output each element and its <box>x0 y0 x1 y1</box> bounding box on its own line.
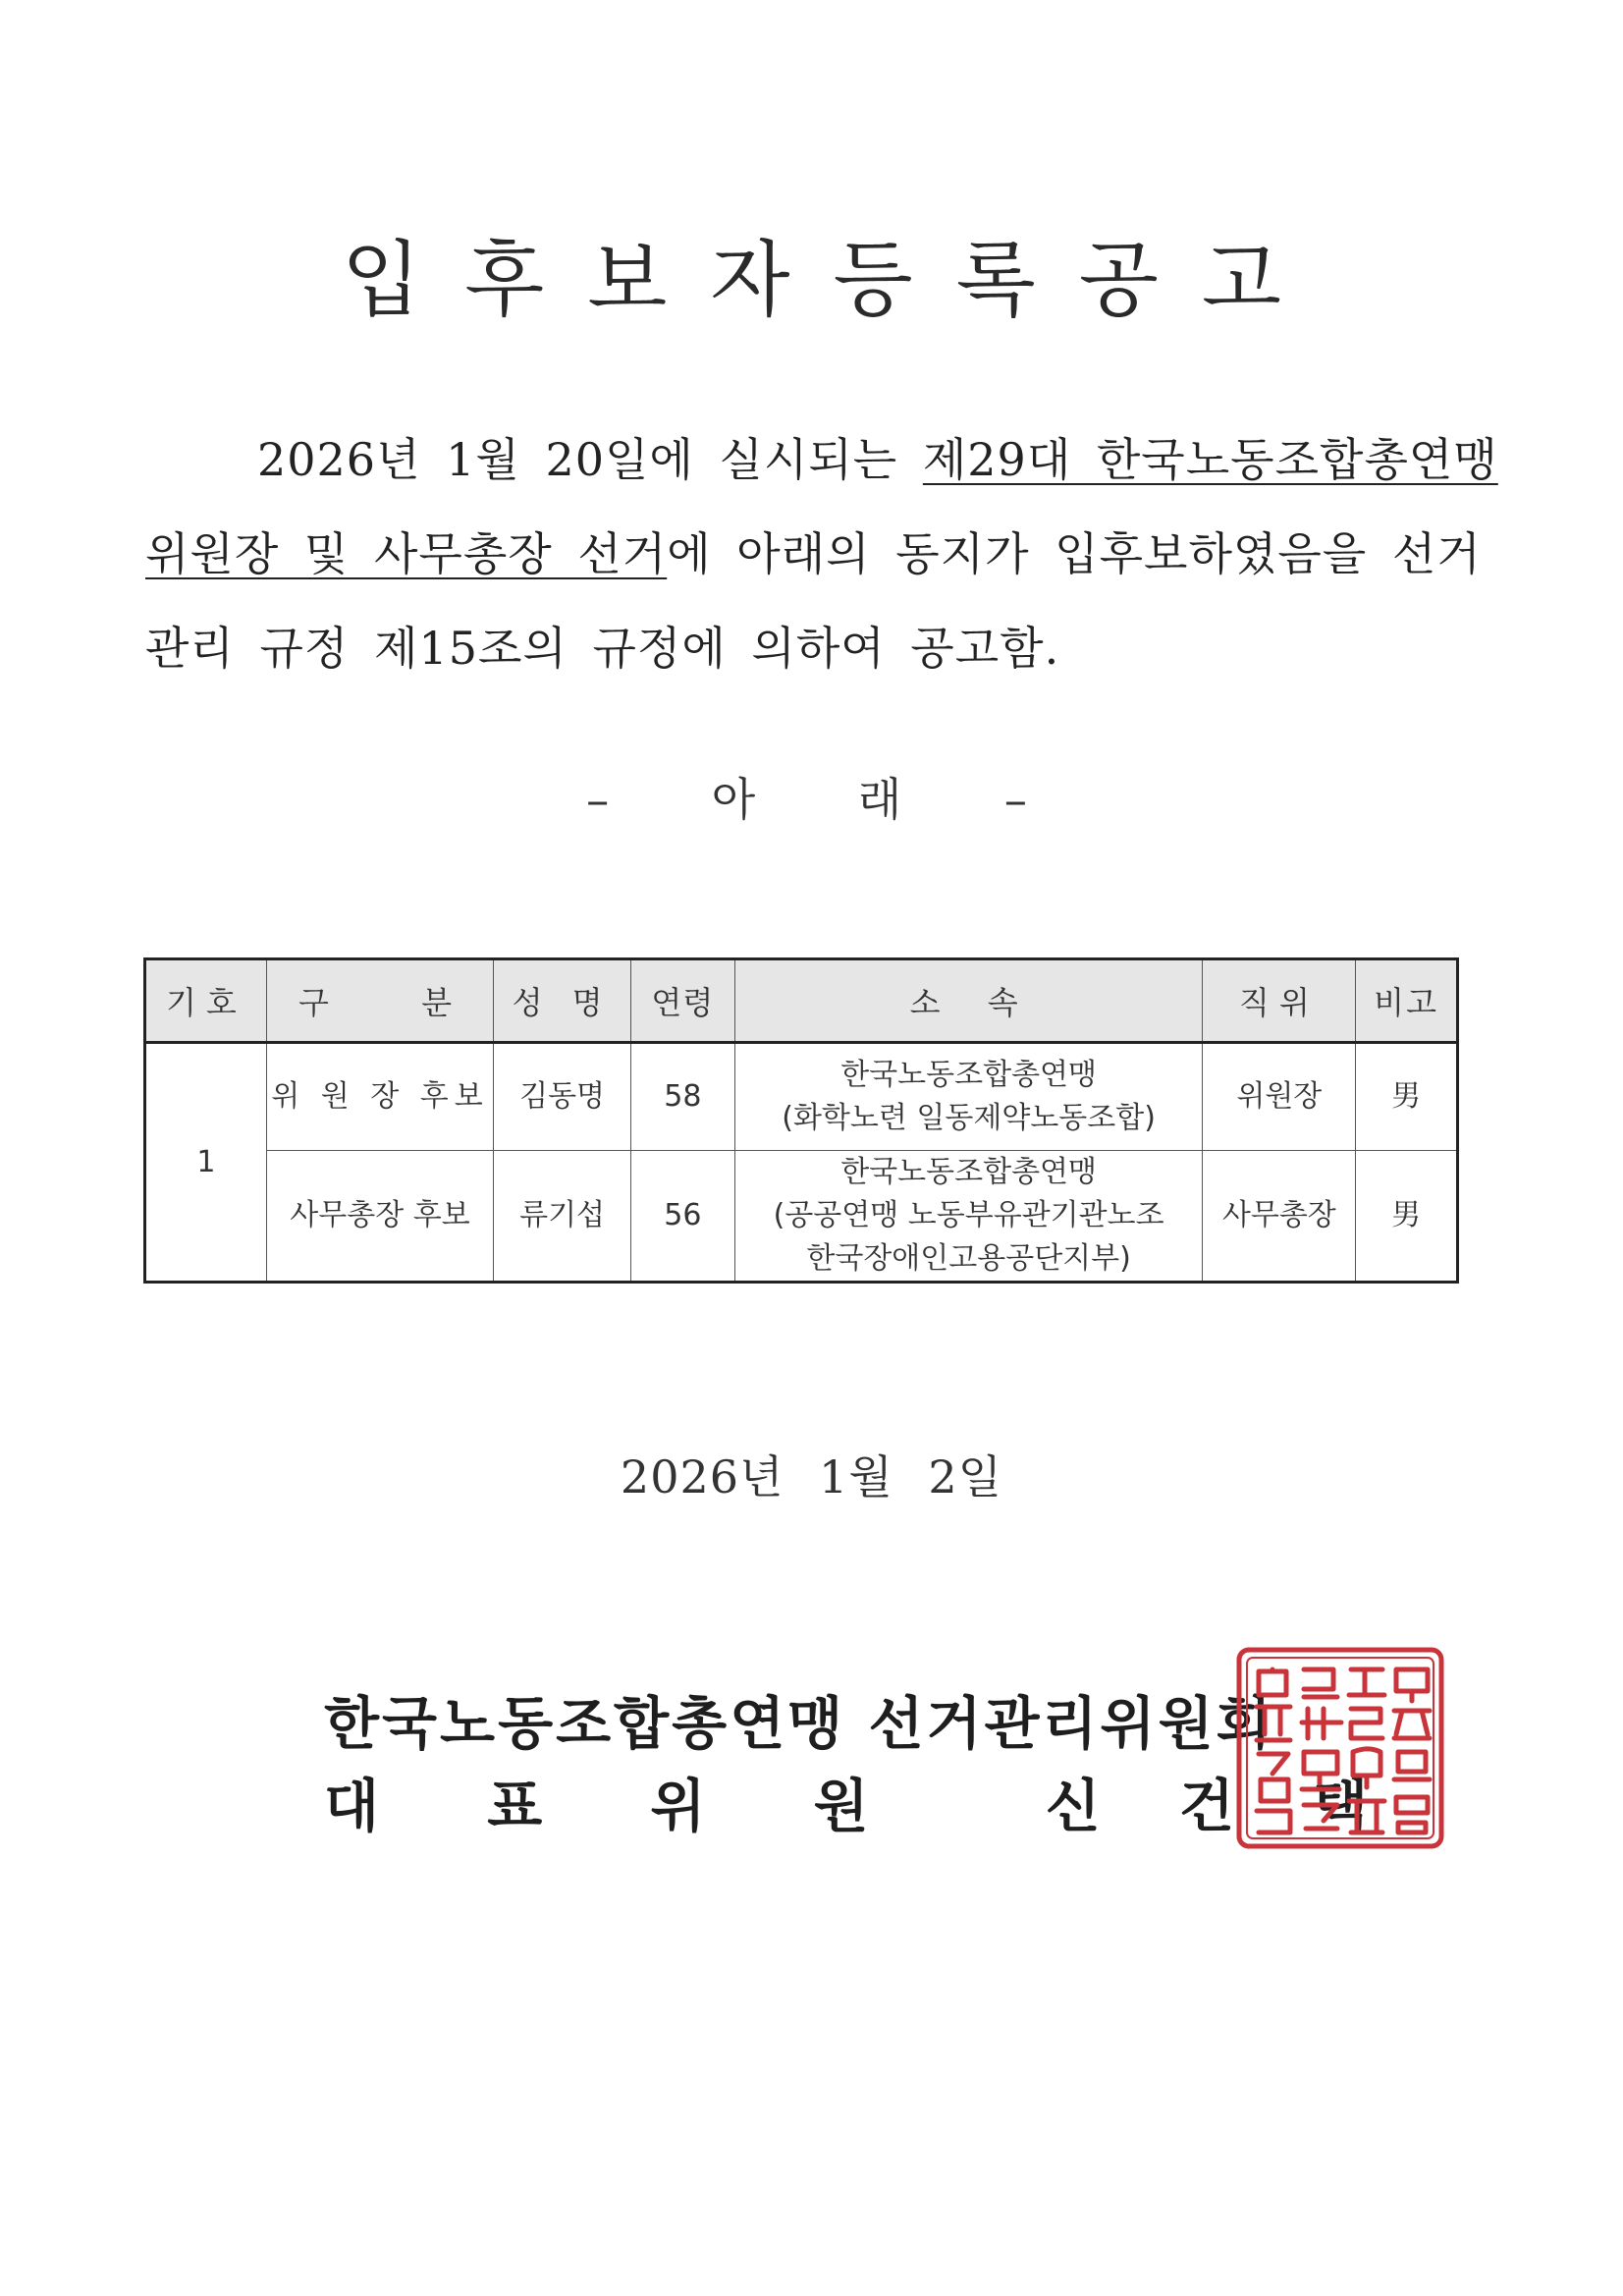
table-row <box>145 1151 1458 1283</box>
header-note: 비고 <box>1356 959 1458 1043</box>
signature-organization: 한국노동조합총연맹 선거관리위원회 <box>324 1690 1274 1757</box>
issue-date: 2026년 1월 2일 <box>620 1450 1003 1503</box>
notice-paragraph <box>145 412 1498 695</box>
cell-name: 류기섭 <box>494 1151 631 1283</box>
header-category: 구 분 <box>266 959 493 1043</box>
cell-position: 위원장 <box>1203 1043 1356 1151</box>
candidates-table <box>143 957 1459 1284</box>
notice-text: 에 아래의 동지가 입후보하였음을 선거 <box>667 527 1482 580</box>
header-affiliation: 소 속 <box>734 959 1203 1043</box>
cell-note: 男 <box>1356 1151 1458 1283</box>
affiliation-line: (화학노련 일동제약노동조합) <box>782 1101 1156 1135</box>
official-seal-icon <box>1235 1646 1445 1850</box>
header-name: 성 명 <box>494 959 631 1043</box>
notice-line-2 <box>145 507 1482 601</box>
below-label: – 아 래 – <box>586 773 1037 826</box>
notice-line-3: 관리 규정 제15조의 규정에 의하여 공고함. <box>145 622 1060 675</box>
signature-representative <box>324 1760 1368 1842</box>
table-row <box>145 1043 1458 1151</box>
notice-underlined-text: 제29대 한국노동조합총연맹 <box>922 433 1498 486</box>
cell-category: 위 원 장 후보 <box>266 1043 493 1151</box>
cell-name: 김동명 <box>494 1043 631 1151</box>
affiliation-line: 한국노동조합총연맹 <box>840 1058 1098 1092</box>
cell-affiliation <box>734 1043 1203 1151</box>
representative-title: 대 표 위 원 <box>324 1773 869 1839</box>
header-age: 연령 <box>630 959 734 1043</box>
cell-category: 사무총장 후보 <box>266 1151 493 1283</box>
affiliation-line: 한국장애인고용공단지부) <box>806 1241 1131 1276</box>
cell-number: 1 <box>145 1043 267 1283</box>
header-number: 기호 <box>145 959 267 1043</box>
cell-age: 58 <box>630 1043 734 1151</box>
cell-note: 男 <box>1356 1043 1458 1151</box>
affiliation-line: (공공연맹 노동부유관기관노조 <box>773 1198 1164 1232</box>
table-header-row <box>145 959 1458 1043</box>
affiliation-line: 한국노동조합총연맹 <box>840 1155 1098 1189</box>
notice-line-1 <box>145 412 1498 507</box>
cell-position: 사무총장 <box>1203 1151 1356 1283</box>
header-position: 직위 <box>1203 959 1356 1043</box>
notice-underlined-text: 위원장 및 사무총장 선거 <box>145 527 668 580</box>
cell-age: 56 <box>630 1151 734 1283</box>
page-title: 입후보자등록공고 <box>341 232 1325 328</box>
cell-affiliation <box>734 1151 1203 1283</box>
representative-name: 신 건 택 <box>1045 1773 1369 1839</box>
notice-text: 2026년 1월 20일에 실시되는 <box>257 433 923 486</box>
